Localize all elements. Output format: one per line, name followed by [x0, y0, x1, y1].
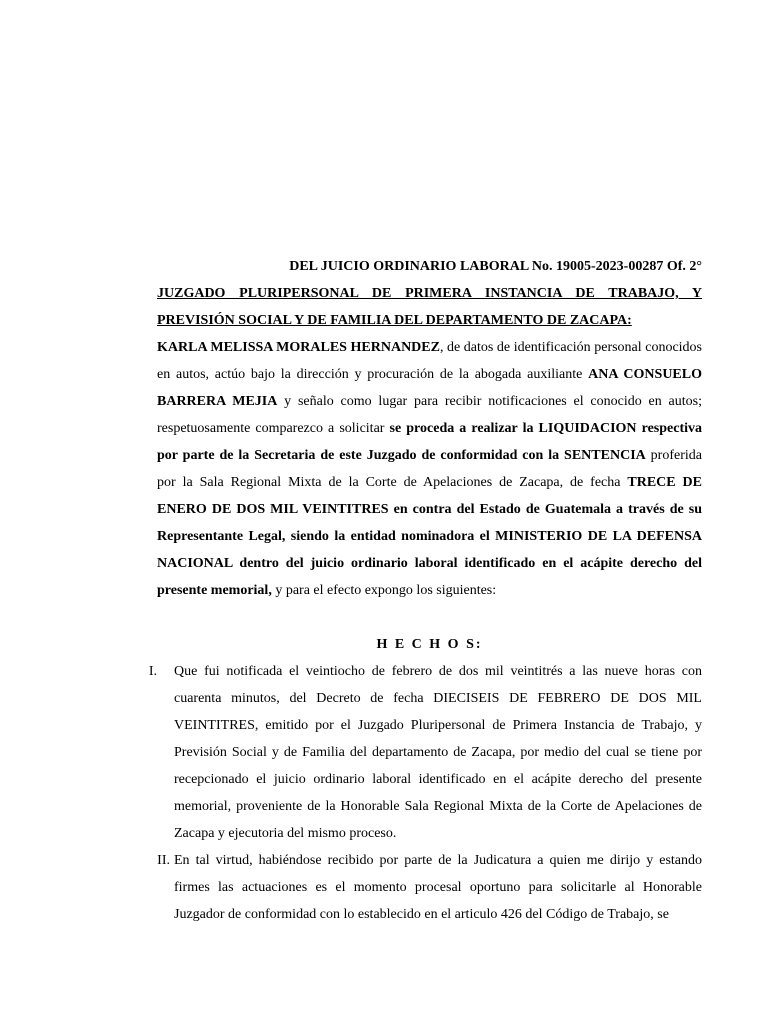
fact-number: I.: [148, 664, 157, 679]
intro-text-1: , de datos de identificación personal conocidos en autos, actúo bajo la dirección y procuración de la abogada auxiliante: [157, 340, 702, 382]
court-heading: JUZGADO PLURIPERSONAL DE PRIMERA INSTANCIA DE TRABAJO, Y PREVISIÓN SOCIAL Y DE FAMILIA DEL DEPARTAMENTO DE ZACAPA:: [157, 286, 702, 328]
fact-item: [140, 658, 702, 848]
fact-text: Que fui notificada el veintiocho de febrero de dos mil veintitrés a las nueve horas con cuarenta minutos, del Decreto de fecha DIECISEIS DE FEBRERO DE DOS MIL VEINTITRES, emitido por el Juzgado Pluripersonal de Primera Instancia de Trabajo, y Previsión Social y de Familia del departamento de Zacapa, por medio del cual se tiene por recepcionado el juicio ordinario laboral identificado en el acápite derecho del presente memorial, proveniente de la Honorable Sala Regional Mixta de la Corte de Apelaciones de Zacapa y ejecutoria del mismo proceso.: [174, 664, 702, 841]
request-text: se proceda a realizar la LIQUIDACION respectiva por parte de la Secretaria de este Juzgado de conformidad con la SENTENCIA: [157, 421, 703, 463]
section-title: H E C H O S:: [376, 637, 483, 652]
sentence-details: TRECE DE ENERO DE DOS MIL VEINTITRES en contra del Estado de Guatemala a través de su Representante Legal, siendo la entidad nominadora el MINISTERIO DE LA DEFENSA NACIONAL dentro del juicio ordinario laboral identificado en el acápite derecho del presente memorial,: [157, 475, 702, 598]
fact-text: En tal virtud, habiéndose recibido por parte de la Judicatura a quien me dirijo y estando firmes las actuaciones es el momento procesal oportuno para solicitarle al Honorable Juzgador de conformidad con lo establecido en el articulo 426 del Código de Trabajo, se: [174, 853, 702, 922]
petitioner-name: KARLA MELISSA MORALES HERNANDEZ: [157, 340, 440, 355]
intro-text-4: y para el efecto expongo los siguientes:: [271, 583, 497, 598]
intro-paragraph: [157, 334, 702, 604]
intro-text-3: proferida por la Sala Regional Mixta de la Corte de Apelaciones de Zacapa, de fecha: [157, 448, 702, 490]
fact-number: II.: [157, 853, 170, 868]
fact-item: [140, 847, 702, 947]
case-reference: DEL JUICIO ORDINARIO LABORAL No. 19005-2023-00287 Of. 2°: [289, 259, 702, 274]
intro-text-2: y señalo como lugar para recibir notificaciones el conocido en autos; respetuosamente comparezco a solicitar: [157, 394, 702, 436]
attorney-name: ANA CONSUELO BARRERA MEJIA: [157, 367, 702, 409]
